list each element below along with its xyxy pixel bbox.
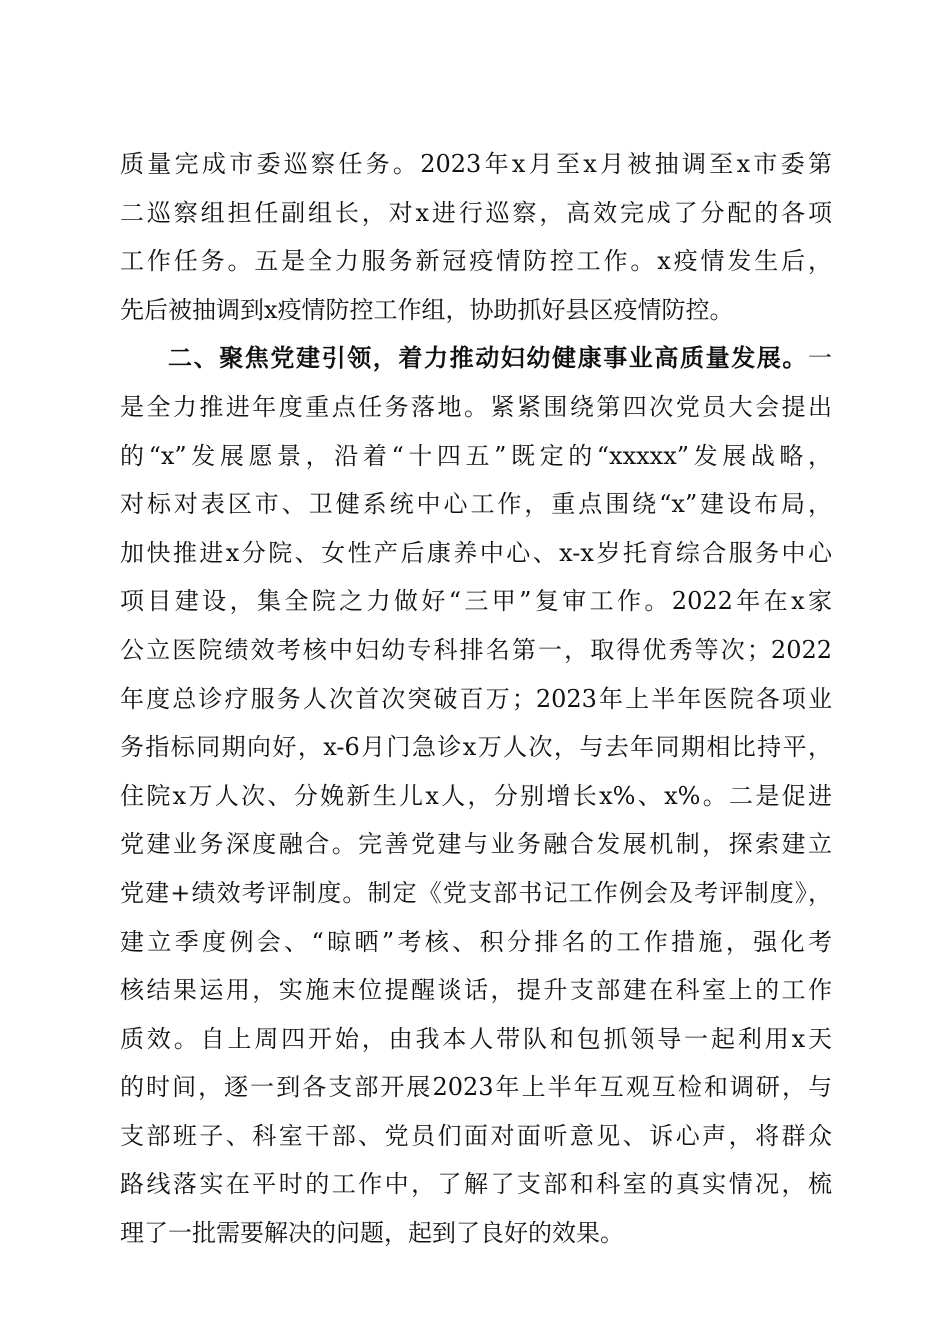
document-body: [120, 140, 832, 1258]
paragraph-2-line: 加快推进x分院、女性产后康养中心、x-x岁托育综合服务中心: [120, 538, 832, 567]
paragraph-2-line: 的“x”发展愿景，沿着“十四五”既定的“xxxxx”发展战略，: [120, 441, 832, 470]
paragraph-2-line: 公立医院绩效考核中妇幼专科排名第一，取得优秀等次；2022: [120, 635, 832, 664]
paragraph-2-line: 建立季度例会、“晾晒”考核、积分排名的工作措施，强化考: [120, 927, 832, 956]
paragraph-2-line: 年度总诊疗服务人次首次突破百万；2023年上半年医院各项业: [120, 684, 832, 713]
paragraph-2-first-line-rest: 一: [808, 344, 832, 373]
paragraph-2-line: 核结果运用，实施末位提醒谈话，提升支部建在科室上的工作: [120, 976, 832, 1005]
paragraph-1-line: 质量完成市委巡察任务。2023年x月至x月被抽调至x市委第: [120, 150, 832, 178]
paragraph-2-line: 党建+绩效考评制度。制定《党支部书记工作例会及考评制度》，: [120, 878, 832, 907]
paragraph-2-line: 的时间，逐一到各支部开展2023年上半年互观互检和调研，与: [120, 1073, 832, 1102]
paragraph-1-line: 先后被抽调到x疫情防控工作组，协助抓好县区疫情防控。: [120, 295, 734, 324]
paragraph-2-line: 理了一批需要解决的问题，起到了良好的效果。: [120, 1219, 624, 1248]
paragraph-2-line: 是全力推进年度重点任务落地。紧紧围绕第四次党员大会提出: [120, 392, 832, 421]
paragraph-2-line: 支部班子、科室干部、党员们面对面听意见、诉心声，将群众: [120, 1121, 832, 1150]
paragraph-2-line: 党建业务深度融合。完善党建与业务融合发展机制，探索建立: [120, 830, 832, 859]
section-heading: 二、聚焦党建引领，着力推动妇幼健康事业高质量发展。: [168, 343, 808, 373]
paragraph-2-line: 住院x万人次、分娩新生儿x人，分别增长x%、x%。二是促进: [120, 781, 832, 810]
paragraph-2-line: 质效。自上周四开始，由我本人带队和包抓领导一起利用x天: [120, 1024, 832, 1053]
paragraph-2-line: 路线落实在平时的工作中，了解了支部和科室的真实情况，梳: [120, 1170, 832, 1199]
paragraph-2-line: 务指标同期向好，x-6月门急诊x万人次，与去年同期相比持平，: [120, 733, 832, 762]
paragraph-1-line: 二巡察组担任副组长，对x进行巡察，高效完成了分配的各项: [120, 198, 832, 227]
paragraph-2-line: 项目建设，集全院之力做好“三甲”复审工作。2022年在x家: [120, 587, 832, 616]
paragraph-1-line: 工作任务。五是全力服务新冠疫情防控工作。x疫情发生后，: [120, 247, 832, 276]
paragraph-2-first-line: [120, 334, 832, 383]
paragraph-2-line: 对标对表区市、卫健系统中心工作，重点围绕“x”建设布局，: [120, 490, 832, 519]
